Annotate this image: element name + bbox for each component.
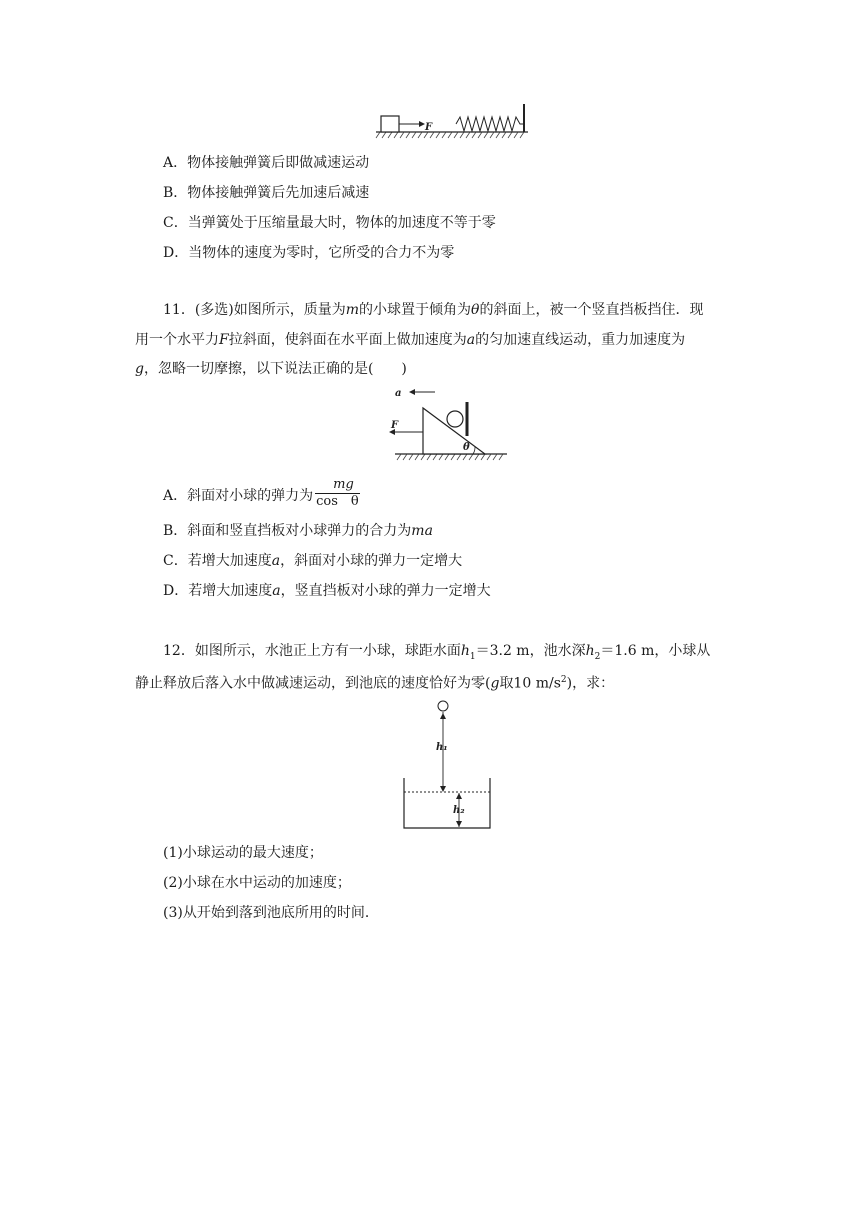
q10-option-d: D．当物体的速度为零时，它所受的合力不为零 <box>163 245 455 261</box>
q10-option-b: B．物体接触弹簧后先加速后减速 <box>163 185 370 201</box>
h2-label: h₂ <box>453 805 465 816</box>
h1-label: h₁ <box>436 742 448 753</box>
q12-sub-question-1: (1)小球运动的最大速度； <box>163 845 323 861</box>
force-label: F <box>425 122 433 133</box>
q10-option-a: A．物体接触弹簧后即做减速运动 <box>163 155 370 171</box>
q11-option-c: C．若增大加速度a，斜面对小球的弹力一定增大 <box>163 553 463 569</box>
angle-label: θ <box>463 442 470 453</box>
q12-sub-question-2: (2)小球在水中运动的加速度； <box>163 875 351 891</box>
q12-stem-line-1: 12．如图所示，水池正上方有一小球，球距水面$h_1=3.2$ m，池水深$h_2=1.6$ m，小球从 <box>163 643 711 662</box>
q11-option-a: A．斜面对小球的弹力为 $\frac{mg}{\text{cos θ}}$ <box>163 477 359 509</box>
acceleration-label: a <box>395 388 402 399</box>
q11-stem-line-1: 11．(多选)如图所示，质量为m的小球置于倾角为θ的斜面上，被一个竖直挡板挡住．现 <box>163 302 704 318</box>
q11-option-b: B．斜面和竖直挡板对小球弹力的合力为ma <box>163 523 433 539</box>
spring-block-figure <box>372 100 532 142</box>
q12-stem-line-2: 静止释放后落入水中做减速运动，到池底的速度恰好为零(g取10 $m/s^2$)，求： <box>135 675 615 692</box>
q11-option-d: D．若增大加速度a，竖直挡板对小球的弹力一定增大 <box>163 583 491 599</box>
fraction-mg-over-cos-theta: $\frac{mg}{\text{cos θ}}$ <box>316 477 359 509</box>
pool-ball-figure <box>400 696 496 832</box>
incline-ball-figure <box>385 386 515 466</box>
q10-option-c: C．当弹簧处于压缩量最大时，物体的加速度不等于零 <box>163 215 496 231</box>
q12-sub-question-3: (3)从开始到落到池底所用的时间． <box>163 905 379 921</box>
pull-force-label: F <box>391 420 399 431</box>
q11-stem-line-2: 用一个水平力F拉斜面，使斜面在水平面上做加速度为a的匀加速直线运动，重力加速度为 <box>135 332 686 348</box>
q11-stem-line-3: g，忽略一切摩擦，以下说法正确的是( ) <box>135 361 407 377</box>
